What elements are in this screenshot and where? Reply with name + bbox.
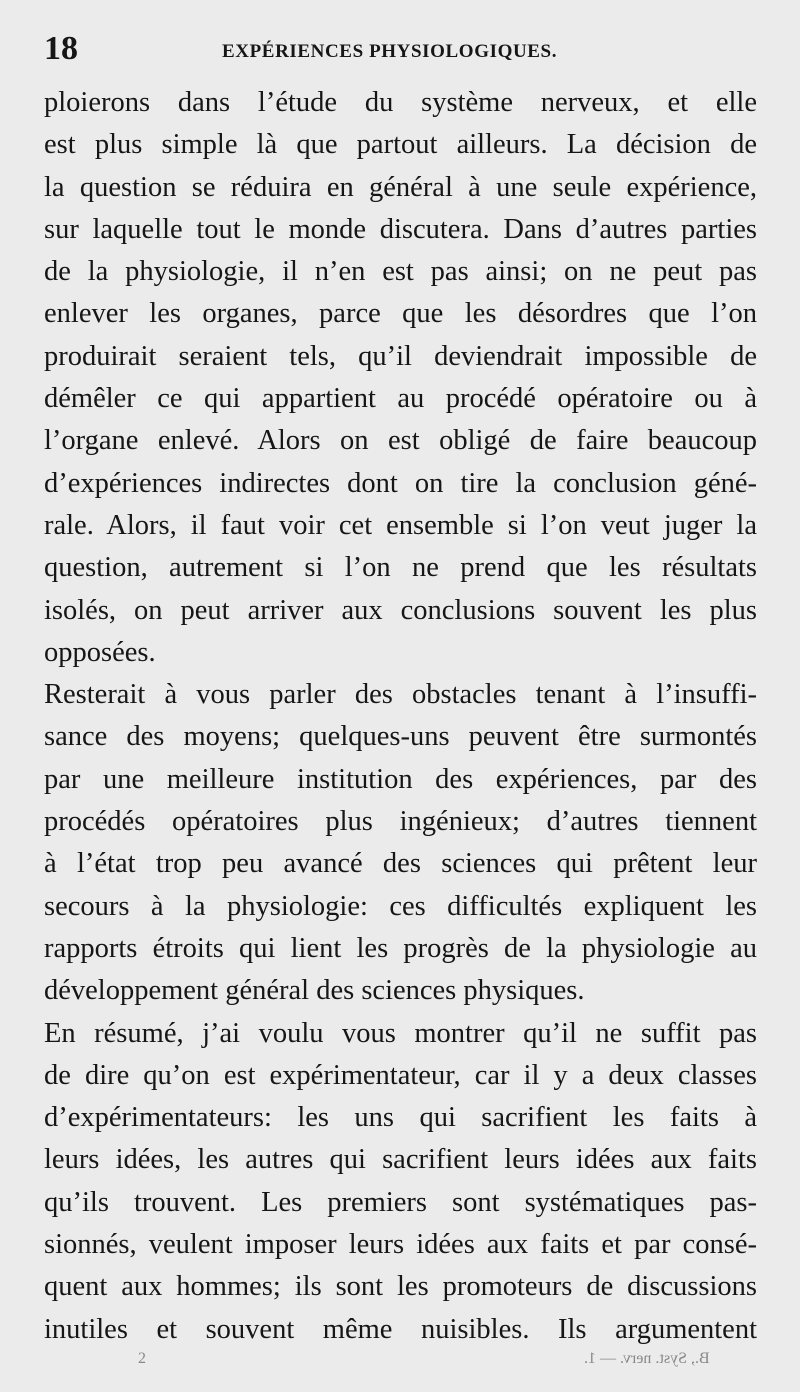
text-line: la question se réduira en général à une seule expérience,	[44, 171, 757, 203]
text-line: quent aux hommes; ils sont les promoteurs de discussions	[44, 1271, 757, 1303]
running-title: EXPÉRIENCES PHYSIOLOGIQUES.	[222, 41, 558, 62]
page-footer	[0, 1344, 800, 1374]
text-line: secours à la physiologie: ces difficultés expliquent les	[44, 890, 757, 922]
text-line: l’organe enlevé. Alors on est obligé de faire beaucoup	[44, 425, 757, 457]
text-line: à l’état trop peu avancé des sciences qui prêtent leur	[44, 848, 757, 880]
text-line: démêler ce qui appartient au procédé opératoire ou à	[44, 383, 757, 415]
text-line: Resterait à vous parler des obstacles tenant à l’insuffi-	[44, 679, 757, 711]
text-line: enlever les organes, parce que les désordres que l’on	[44, 298, 757, 330]
text-line: ploierons dans l’étude du système nerveux, et elle	[44, 87, 757, 118]
bleed-through-signature: B., Syst. nerv. — 1.	[584, 1350, 710, 1367]
text-line: d’expériences indirectes dont on tire la conclusion géné-	[44, 467, 757, 499]
text-line: développement général des sciences physiques.	[44, 975, 585, 1007]
text-line: rale. Alors, il faut voir cet ensemble si l’on veut juger la	[44, 509, 757, 541]
text-line: de dire qu’on est expérimentateur, car il y a deux classes	[44, 1059, 757, 1091]
text-line: inutiles et souvent même nuisibles. Ils argumentent	[44, 1313, 757, 1345]
text-line: En résumé, j’ai voulu vous montrer qu’il ne suffit pas	[44, 1017, 757, 1049]
text-line: procédés opératoires plus ingénieux; d’autres tiennent	[44, 806, 757, 838]
text-line: sur laquelle tout le monde discutera. Dans d’autres parties	[44, 213, 757, 245]
footer-mark: 2	[138, 1350, 146, 1367]
body-text	[44, 82, 757, 1351]
text-line: question, autrement si l’on ne prend que les résultats	[44, 552, 757, 584]
text-line: leurs idées, les autres qui sacrifient leurs idées aux faits	[44, 1144, 757, 1176]
text-line: de la physiologie, il n’en est pas ainsi; on ne peut pas	[44, 256, 757, 288]
text-line: est plus simple là que partout ailleurs. La décision de	[44, 129, 757, 161]
text-line: opposées.	[44, 636, 156, 668]
text-line: produirait seraient tels, qu’il deviendrait impossible de	[44, 340, 757, 372]
text-line: par une meilleure institution des expériences, par des	[44, 763, 757, 795]
page-header	[44, 30, 760, 70]
text-line: rapports étroits qui lient les progrès de la physiologie au	[44, 932, 757, 964]
text-line: isolés, on peut arriver aux conclusions souvent les plus	[44, 594, 757, 626]
text-line: d’expérimentateurs: les uns qui sacrifient les faits à	[44, 1102, 757, 1134]
text-line: sance des moyens; quelques-uns peuvent être surmontés	[44, 721, 757, 753]
text-line: qu’ils trouvent. Les premiers sont systématiques pas-	[44, 1186, 757, 1218]
text-line: sionnés, veulent imposer leurs idées aux faits et par consé-	[44, 1229, 757, 1261]
page-number: 18	[44, 30, 78, 67]
